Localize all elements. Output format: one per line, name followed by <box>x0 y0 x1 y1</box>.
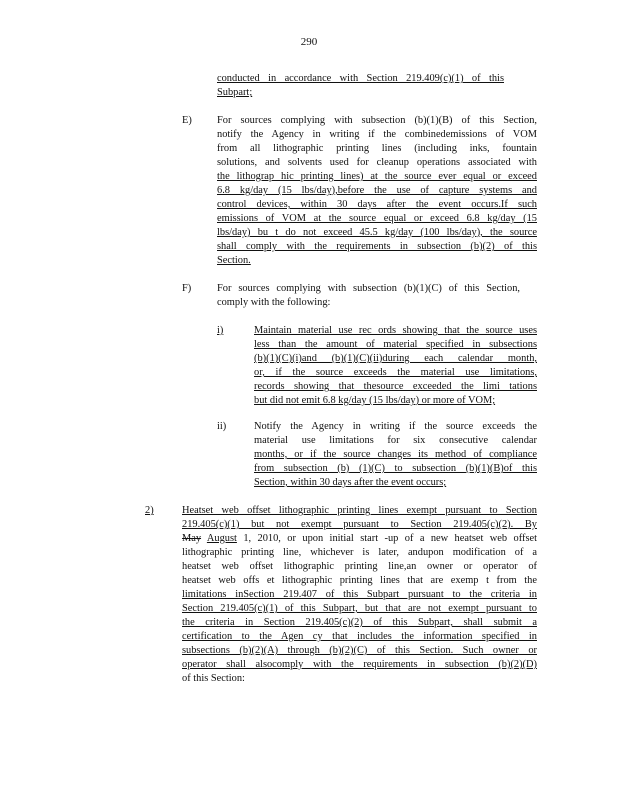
item-F-label: F) <box>182 283 192 294</box>
text-line <box>217 129 537 141</box>
inserted-text: (b)(1)(C)(i)and (b)(1)(C)(ii)during each calendar month, <box>254 353 537 364</box>
text-line <box>182 505 537 517</box>
text-line <box>182 659 537 671</box>
inserted-text: Section, within 30 days after the event occurs; <box>254 477 447 488</box>
inserted-text: August <box>206 533 237 544</box>
text-line <box>254 353 537 365</box>
inserted-text: from subsection (b) (1)(C) to subsection (b)(1)(B)of this <box>254 463 537 474</box>
item-E-label: E) <box>182 115 192 126</box>
item-Fi-label: i) <box>217 325 224 336</box>
text-run: 1, 2010, or upon initial start -up of a new heatset web offset <box>236 533 537 544</box>
text-line <box>217 199 537 211</box>
inserted-text: Heatset web offset lithographic printing lines exempt pursuant to Section <box>182 505 537 516</box>
text-line <box>254 477 446 489</box>
text-line <box>182 519 537 531</box>
text-run: For sources complying with subsection (b)(1)(B) of this Section, <box>217 115 537 126</box>
text-run: of this Section: <box>182 673 245 684</box>
paragraph-2-label: 2) <box>145 505 154 516</box>
inserted-text: 219.405(c)(1) but not exempt pursuant to Section 219.405(c)(2). By <box>182 519 537 530</box>
text-line <box>182 561 537 573</box>
text-line <box>217 283 520 295</box>
text-line <box>182 575 537 587</box>
text-line <box>254 367 537 379</box>
inserted-text: months, or if the source changes its method of compliance <box>254 449 537 460</box>
text-line <box>182 533 537 545</box>
text-line <box>254 395 495 407</box>
text-line <box>182 589 537 601</box>
inserted-text: 6.8 kg/day (15 lbs/day),before the use of capture systems and <box>217 185 537 196</box>
inserted-text: Maintain material use rec ords showing that the source uses <box>254 325 537 336</box>
inserted-text: less than the amount of material specified in subsections <box>254 339 537 350</box>
text-run: solutions, and solvents used for cleanup operations associated with <box>217 157 537 168</box>
inserted-text: shall comply with the requirements in subsection (b)(2) of this <box>217 241 537 252</box>
text-line <box>254 339 537 351</box>
text-run: from all lithographic printing lines (including inks, fountain <box>217 143 537 154</box>
text-line <box>254 463 537 475</box>
inserted-text: but did not emit 6.8 kg/day (15 lbs/day) or more of VOM; <box>254 395 496 406</box>
text-line <box>217 227 537 239</box>
text-run: material use limitations for six consecutive calendar <box>254 435 537 446</box>
text-run: heatset web offset lithographic printing line,an owner or operator of <box>182 561 537 572</box>
text-line <box>182 603 537 615</box>
text-run: lithographic printing line, whichever is later, andupon modification of a <box>182 547 537 558</box>
inserted-text: operator shall alsocomply with the requirements in subsection (b)(2)(D) <box>182 659 537 670</box>
text-run: Notify the Agency in writing if the source exceeds the <box>254 421 537 432</box>
text-line <box>254 421 537 433</box>
inserted-text: or, if the source exceeds the material use limitations, <box>254 367 537 378</box>
text-line <box>217 115 537 127</box>
page-number: 290 <box>300 36 318 48</box>
text-line <box>217 255 251 267</box>
inserted-text: certification to the Agen cy that includes the information specified in <box>182 631 537 642</box>
text-line <box>217 213 537 225</box>
text-line <box>217 87 252 99</box>
text-line <box>182 547 537 559</box>
inserted-text: Subpart; <box>217 87 253 98</box>
text-line <box>254 325 537 337</box>
text-line <box>254 381 537 393</box>
inserted-text: conducted in accordance with Section 219.409(c)(1) of this <box>217 73 504 84</box>
inserted-text: the lithograp hic printing lines) at the source ever equal or exceed <box>217 171 537 182</box>
text-line <box>182 617 537 629</box>
inserted-text: control devices, within 30 days after the event occurs.If such <box>217 199 537 210</box>
text-line <box>217 73 504 85</box>
inserted-text: records showing that thesource exceeded the limi tations <box>254 381 537 392</box>
inserted-text: Section 219.405(c)(1) of this Subpart, but that are not exempt pursuant to <box>182 603 537 614</box>
inserted-text: Section. <box>217 255 251 266</box>
text-run: For sources complying with subsection (b)(1)(C) of this Section, <box>217 283 520 294</box>
text-run: notify the Agency in writing if the combinedemissions of VOM <box>217 129 537 140</box>
text-line <box>182 673 245 685</box>
text-line <box>217 185 537 197</box>
deleted-text: May <box>182 533 202 544</box>
text-line <box>182 645 537 657</box>
text-line <box>182 631 537 643</box>
text-line <box>254 449 537 461</box>
text-line <box>254 435 537 447</box>
inserted-text: lbs/day) bu t do not exceed 45.5 kg/day (100 lbs/day), the source <box>217 227 537 238</box>
text-line <box>217 297 330 309</box>
inserted-text: subsections (b)(2)(A) through (b)(2)(C) of this Section. Such owner or <box>182 645 537 656</box>
text-line <box>217 143 537 155</box>
item-Fii-label: ii) <box>217 421 227 432</box>
text-line <box>217 241 537 253</box>
inserted-text: the criteria in Section 219.405(c)(2) of this Subpart, shall submit a <box>182 617 537 628</box>
inserted-text: limitations inSection 219.407 of this Subpart pursuant to the criteria in <box>182 589 537 600</box>
text-run: heatset web offs et lithographic printing lines that are exemp t from the <box>182 575 537 586</box>
text-line <box>217 171 537 183</box>
text-run: comply with the following: <box>217 297 331 308</box>
text-line <box>217 157 537 169</box>
inserted-text: emissions of VOM at the source equal or exceed 6.8 kg/day (15 <box>217 213 537 224</box>
